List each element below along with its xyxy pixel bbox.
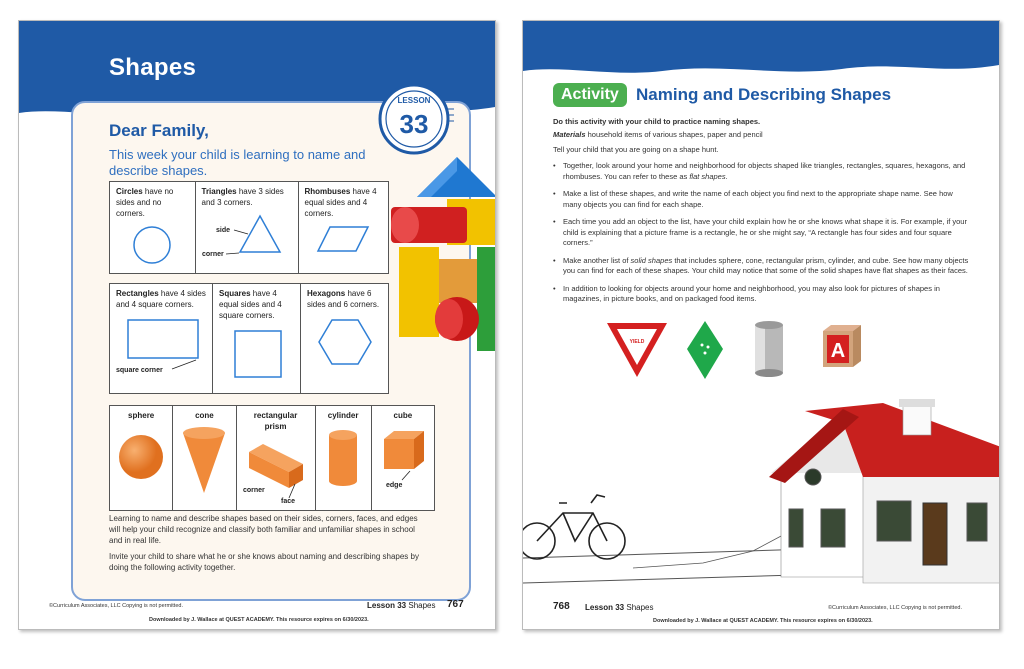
footer-topic: Shapes xyxy=(626,603,654,612)
footer-lesson-label: Lesson 33 xyxy=(585,603,625,612)
triangle-cell xyxy=(195,182,298,274)
lesson-stamp xyxy=(374,79,454,159)
header-banner xyxy=(523,21,999,61)
cone-shape xyxy=(179,425,229,495)
shape-desc: have 3 sides and 3 corners. xyxy=(201,187,284,207)
side-label: side xyxy=(215,227,230,234)
list-item: • Make another list of solid shapes that includes sphere, cone, rectangular prism, cylinder, and cube. See how many objects you can find for each of these shapes. Your child may notice that some of the solid shapes have flat shapes as their faces. xyxy=(553,256,973,277)
footer-lesson xyxy=(367,601,436,610)
list-item: • In addition to looking for objects around your home and neighborhood, you may also look for pictures of shapes in magazines, in picture books, and on packaged food items. xyxy=(553,284,973,305)
hexagon-cell xyxy=(301,284,389,394)
paragraph-2: Invite your child to share what he or she knows about naming and describing shapes by doing the following activity together. xyxy=(109,552,419,572)
download-notice: Downloaded by J. Wallace at QUEST ACADEMY. This resource expires on 6/30/2023. xyxy=(653,618,873,624)
cube-cell xyxy=(371,406,434,511)
shape-name: Circles xyxy=(116,187,143,196)
shape-name: Squares xyxy=(219,289,251,298)
footer-topic: Shapes xyxy=(408,601,436,610)
footer-copyright: ©Curriculum Associates, LLC Copying is not permitted. xyxy=(828,605,962,611)
activity-bullets xyxy=(553,161,973,312)
shape-hunt-text: Tell your child that you are going on a shape hunt. xyxy=(553,145,719,154)
sphere-shape xyxy=(116,425,166,485)
banner-wave xyxy=(523,57,999,77)
solid-name: cone xyxy=(195,411,214,420)
shape-desc: have 6 sides and 6 corners. xyxy=(307,289,380,309)
face-label: face xyxy=(280,498,295,505)
house-and-bike-image xyxy=(523,393,1000,613)
page-number: 768 xyxy=(553,601,570,612)
shape-name: Triangles xyxy=(201,187,237,196)
activity-instruction: Do this activity with your child to practice naming shapes. xyxy=(553,117,761,126)
materials-label: Materials xyxy=(553,130,586,139)
shape-desc: have 4 equal sides and 4 square corners. xyxy=(219,289,282,320)
activity-badge: Activity xyxy=(553,83,627,107)
yield-sign-text: YIELD xyxy=(629,339,645,345)
edge-label: edge xyxy=(385,482,403,489)
solid-name: rectangular prism xyxy=(253,411,298,431)
left-page xyxy=(18,20,496,630)
hexagon-shape xyxy=(315,314,375,370)
stamp-lesson-text: LESSON xyxy=(397,96,431,105)
solid-shapes-table xyxy=(109,405,435,511)
cylinder-cell xyxy=(315,406,371,511)
solid-name: cube xyxy=(393,411,413,420)
flat-shapes-table-2 xyxy=(109,283,389,394)
list-item: • Together, look around your home and neighborhood for objects shaped like triangles, rectangles, squares, hexagons, and rhombuses. You can refer to these as flat shapes. xyxy=(553,161,973,182)
rectangular-prism-shape xyxy=(243,436,309,506)
square-cell xyxy=(213,284,301,394)
corner-label: corner xyxy=(242,487,265,494)
solid-name: cylinder xyxy=(327,411,359,420)
shape-name: Rhombuses xyxy=(304,187,351,196)
circle-shape xyxy=(127,223,177,269)
sphere-cell xyxy=(110,406,173,511)
dear-family-heading: Dear Family, xyxy=(109,121,209,140)
materials-line xyxy=(553,130,973,141)
solid-name: sphere xyxy=(128,411,155,420)
page-number: 767 xyxy=(447,599,464,610)
cube-shape xyxy=(378,425,428,495)
cylinder-shape xyxy=(323,425,363,495)
flat-shapes-table-1 xyxy=(109,181,389,274)
rectangle-shape xyxy=(116,314,206,378)
square-corner-label: square corner xyxy=(116,367,163,374)
rhombus-cell xyxy=(298,182,389,274)
rectangle-cell xyxy=(110,284,213,394)
corner-label: corner xyxy=(201,251,224,258)
footer-lesson xyxy=(585,603,654,612)
block-letter: A xyxy=(830,340,846,362)
stamp-number: 33 xyxy=(399,109,429,139)
download-notice: Downloaded by J. Wallace at QUEST ACADEMY. This resource expires on 6/30/2023. xyxy=(149,617,369,623)
paragraph-1: Learning to name and describe shapes based on their sides, corners, faces, and edges will help your child recognize and classify both familiar and unfamiliar shapes in school and in real life. xyxy=(109,514,418,545)
shape-desc: have no sides and no corners. xyxy=(116,187,174,218)
triangle-shape xyxy=(202,212,292,262)
footer-copyright: ©Curriculum Associates, LLC Copying is not permitted. xyxy=(49,603,183,609)
materials-text: household items of various shapes, paper and pencil xyxy=(585,130,763,139)
rhombus-shape xyxy=(308,223,378,257)
circle-cell xyxy=(110,182,196,274)
shape-name: Rectangles xyxy=(116,289,159,298)
cone-cell xyxy=(173,406,236,511)
shape-name: Hexagons xyxy=(307,289,346,298)
rectangular-prism-cell xyxy=(236,406,315,511)
household-items-image xyxy=(605,319,875,383)
shape-desc: have 4 equal sides and 4 corners. xyxy=(304,187,377,218)
list-item: • Each time you add an object to the list, have your child explain how he or she knows what shape it is. For example, if your child is explaining that a picture frame is a rectangle, he or she might say, “A rectangle has four sides and four square corners.” xyxy=(553,217,973,249)
list-item: • Make a list of these shapes, and write the name of each object you find next to the appropriate shape name. See how many objects you can find for each shape. xyxy=(553,189,973,210)
toy-blocks-image xyxy=(387,151,496,351)
footer-lesson-label: Lesson 33 xyxy=(367,601,407,610)
intro-text: This week your child is learning to name and describe shapes. xyxy=(109,147,366,178)
square-shape xyxy=(227,325,287,381)
shape-desc: have 4 sides and 4 square corners. xyxy=(116,289,206,309)
activity-title: Naming and Describing Shapes xyxy=(636,85,892,104)
page-title: Shapes xyxy=(109,54,197,81)
right-page xyxy=(522,20,1000,630)
